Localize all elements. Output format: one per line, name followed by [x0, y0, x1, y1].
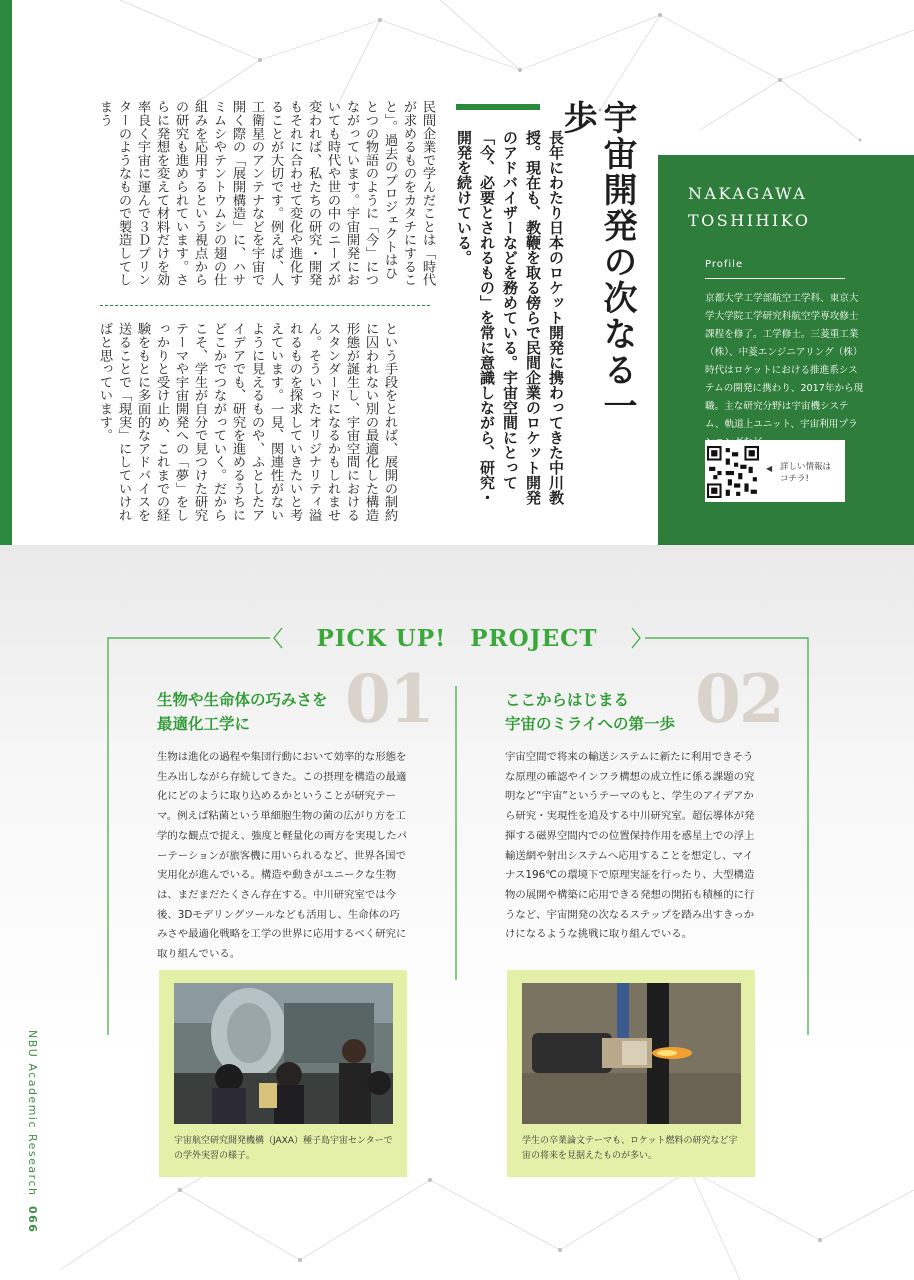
article-title: 宇宙開発の次なる一歩: [557, 100, 637, 424]
project-2-photo: [522, 983, 741, 1124]
qr-text-line-1: 詳しい情報は: [780, 462, 832, 472]
project-2-number: 02: [695, 660, 783, 738]
body-divider: [100, 305, 430, 306]
pickup-heading: PICK UP! PROJECT: [316, 625, 598, 652]
article-lead: 長年にわたり日本のロケット開発に携わってきた中川教授。現在も、教鞭を取る傍らで民間企業のロケット開発のアドバイザーなどを務めている。宇宙空間にとって「今、必要とされるもの」を常に意識しながら、研究・開発を続けている。: [455, 130, 565, 505]
mesh-decoration-bottom: [0, 1150, 914, 1280]
profile-text: 京都大学工学部航空工学科、東京大学大学院工学研究科航空学専攻修士課程を修了。工学修士。三菱重工業（株）、中菱エンジニアリング（株）時代はロケットにおける推進系システムの開発に携わり、2017年から現職。主な研究分野は宇宙機システム、軌道上ユニット、宇宙利用プラ: [705, 293, 864, 430]
project-1-caption: 宇宙航空研究開発機構（JAXA）種子島宇宙センターでの学外実習の様子。: [174, 1136, 393, 1161]
project-2-title-line-1: ここからはじまる: [505, 691, 630, 709]
project-1-photo: [174, 983, 393, 1124]
professor-name: [688, 180, 888, 234]
page-number: 066: [26, 1206, 39, 1234]
project-1-body: 生物は進化の過程や集団行動において効率的な形態を生み出しながら存続してきた。この摂理を構造の最適化にどのように取り込めるかということが研究テーマ。例えば粘菌という単細胞生物の菌の広がり方を工学的な観点で捉え、強度と軽量化の両方を実現したパーテーションが旅客機に用いられるなど、世界各国で実用化が進んでいる。構造や動きがユニークな生物は、まだまだたくさん存在する。中川研究室では今後、3Dモデリングツールなども活用し、生命体の巧みさや最適化戦略を工学の世界に応用するべく研究に取り組んでいる。: [157, 751, 407, 961]
journal-name: NBU Academic Research: [26, 1030, 39, 1197]
article-body-upper: 民間企業で学んだことは「時代が求めるものをカタチにすること」。過去のプロジェクトはひとつの物語のように「今」につながっています。宇宙開発においても時代や世の中のニーズが変われば、私たちの研究・開発もそれに合わせて変化や進化することが大切です。例えば、人工衛星のアンテナなどを宇宙で開く際の「展開構造」に、ハサミムシやテントウムシの翅の仕組みを応用するという視点からの研究も進められています。さらに発想を変えて材料だけを効率良く宇宙に運んで３Ｄプリンターのようなもので製造してしまう: [97, 100, 435, 287]
project-2-caption: 学生の卒業論文テーマも、ロケット燃料の研究など宇宙の将来を見据えたものが多い。: [522, 1136, 738, 1161]
profile-label: Profile: [705, 259, 744, 270]
article-body-lower: という手段をとれば、展開の制約に囚われない別の最適化した構造形態が誕生し、宇宙空間におけるスタンダードになるかもしれません。そういったオリジナリティ溢れるものを探求していきたいと考えています。一見、関連性がないように見えるものや、ふとしたアイデアでも、研究を進めるうちにどこかでつながっていく。だからこそ、学生が自分で見つけた研究テーマや宇宙開発への「夢」をしっかりと受け止め、これまでの経験をもとに多面的なアドバイスを送ることで「現実」にしていければと思っています。: [97, 322, 397, 522]
name-line-2: TOSHIHIKO: [688, 211, 811, 230]
qr-link-text[interactable]: [780, 461, 831, 485]
project-2-title: [505, 688, 725, 736]
project-1-title-line-1: 生物や生命体の巧みさを: [157, 691, 328, 709]
name-line-1: NAKAGAWA: [688, 184, 808, 203]
project-1-title-line-2: 最適化工学に: [157, 715, 251, 733]
qr-text-line-2: コチラ!: [780, 474, 809, 484]
project-2-body: 宇宙空間で将来の輸送システムに新たに利用できそうな原理の確認やインフラ構想の成立性に係る課題の究明など“宇宙”というテーマのもと、学生のアイデアから研究・実現性を追及する中川研究室。超伝導体が発揮する磁界空間内での位置保持作用を惑星上での浮上輸送網や射出システムへ応用することを想定し、マイナス196℃の環境下で原理実証を行ったり、大型構造物の展開や構築に応用できる発想の開拓も積極的に行うなど、宇宙開発の次なるステップを踏み出すきっかけになるような挑戦に取り組んでいる。: [505, 751, 755, 941]
title-accent-bar: [456, 104, 540, 110]
arrow-left-icon: ◀: [766, 464, 773, 473]
project-1-title: [157, 688, 367, 736]
profile-rule: [705, 278, 845, 279]
side-running-label: [26, 1030, 39, 1260]
project-2-title-line-2: 宇宙のミライへの第一歩: [505, 715, 676, 733]
left-accent-strip: [0, 0, 12, 545]
qr-code-icon[interactable]: [707, 446, 759, 498]
project-1-number: 01: [345, 660, 433, 738]
